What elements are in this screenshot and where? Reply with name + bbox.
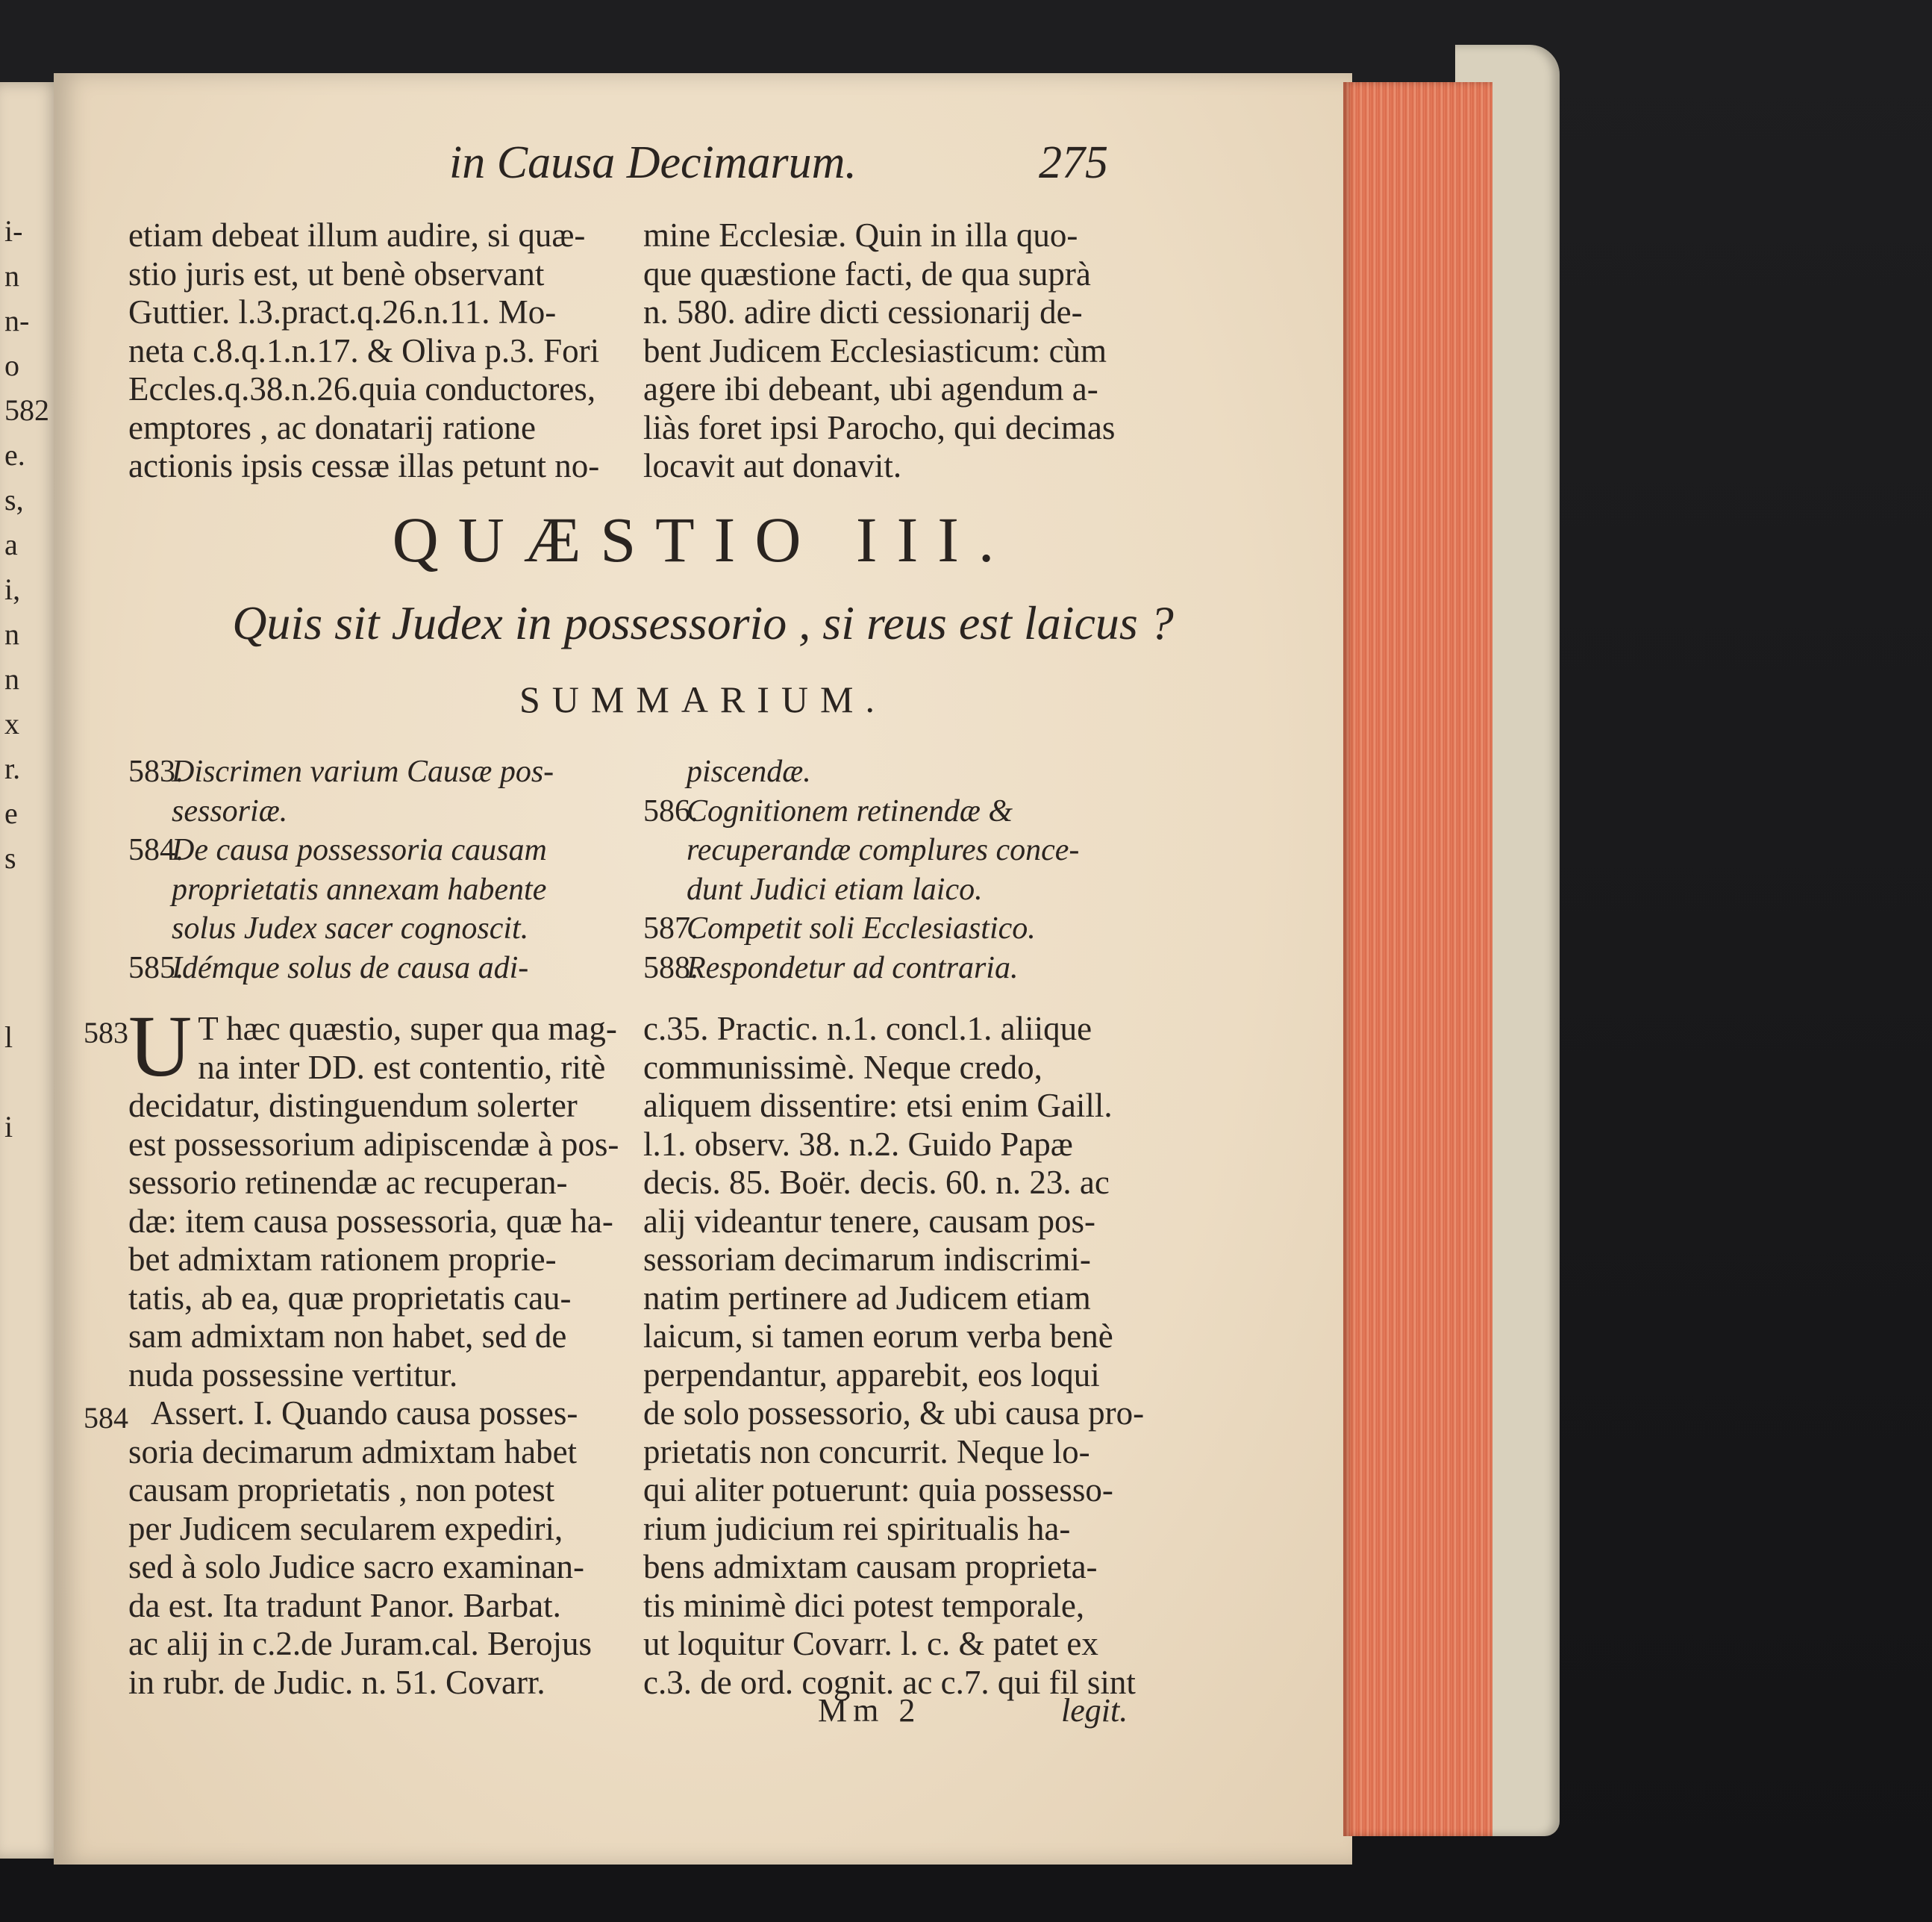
- summary-number: 587.: [643, 911, 698, 946]
- summary-text: proprietatis annexam habente: [172, 872, 547, 907]
- left-margin-fragment: n-: [4, 304, 30, 337]
- summarium-heading: SUMMARIUM.: [519, 678, 887, 720]
- summary-text: Competit soli Ecclesiastico.: [687, 911, 1036, 946]
- text-line: agere ibi debeant, ubi agendum a-: [643, 370, 1098, 408]
- summary-number: 585.: [128, 950, 184, 985]
- summary-text: solus Judex sacer cognoscit.: [172, 911, 529, 946]
- body-left-column: [128, 997, 651, 1702]
- summary-text: dunt Judici etiam laico.: [687, 872, 983, 907]
- left-page-fragment: [0, 82, 60, 1859]
- text-line: sam admixtam non habet, sed de: [128, 1317, 567, 1355]
- text-line: rium judicium rei spiritualis ha-: [643, 1509, 1071, 1547]
- text-line: locavit aut donavit.: [643, 447, 902, 484]
- text-line: nuda possessine vertitur.: [128, 1355, 458, 1394]
- text-line: qui aliter potuerunt: quia possesso-: [643, 1471, 1113, 1508]
- text-line: mine Ecclesiæ. Quin in illa quo-: [643, 216, 1078, 254]
- summary-item: [643, 792, 1128, 910]
- summary-text: Cognitionem retinendæ &: [687, 793, 1013, 829]
- text-line: c.3. de ord. cognit. ac c.7. qui fil sint: [643, 1663, 1136, 1701]
- left-margin-fragment: a: [4, 528, 18, 561]
- summary-number: 588.: [643, 950, 698, 985]
- text-line: in rubr. de Judic. n. 51. Covarr.: [128, 1663, 545, 1701]
- running-head: in Causa Decimarum.: [449, 137, 857, 188]
- body-right-column: [643, 1010, 1166, 1702]
- text-line: laicum, si tamen eorum verba benè: [643, 1317, 1113, 1355]
- text-line: que quæstione facti, de qua suprà: [643, 255, 1091, 293]
- left-margin-fragment: i-: [4, 214, 23, 248]
- left-margin-fragment: x: [4, 707, 19, 740]
- text-line: n. 580. adire dicti cessionarij de-: [643, 293, 1083, 331]
- left-margin-fragment: [4, 970, 57, 1015]
- text-line: neta c.8.q.1.n.17. & Oliva p.3. Fori: [128, 331, 600, 369]
- text-line: l.1. observ. 38. n.2. Guido Papæ: [643, 1125, 1073, 1163]
- text-line: liàs foret ipsi Parocho, qui decimas: [643, 408, 1116, 446]
- top-right-column: [643, 216, 1166, 486]
- summary-item: [643, 909, 1128, 949]
- left-margin-fragment: [4, 1060, 57, 1105]
- catchword: legit.: [1061, 1692, 1128, 1729]
- text-line: est possessorium adipiscendæ à pos-: [128, 1125, 619, 1163]
- text-line: sed à solo Judice sacro examinan-: [128, 1548, 585, 1585]
- top-left-column: [128, 216, 651, 486]
- summary-number: 586.: [643, 793, 698, 829]
- text-line: etiam debeat illum audire, si quæ-: [128, 216, 586, 254]
- text-line: c.35. Practic. n.1. concl.1. aliique: [643, 1010, 1092, 1047]
- left-margin-fragment: s,: [4, 483, 24, 517]
- left-margin-fragment: l: [4, 1020, 13, 1054]
- text-line: decidatur, distinguendum solerter: [128, 1087, 578, 1124]
- text-line: alij videantur tenere, causam pos-: [643, 1202, 1096, 1240]
- text-line: emptores , ac donatarij ratione: [128, 408, 537, 446]
- text-line: sessorio retinendæ ac recuperan-: [128, 1164, 568, 1201]
- left-margin-fragment: o 582: [4, 349, 49, 427]
- left-margin-fragment: e.: [4, 438, 25, 472]
- left-margin-fragment: e: [4, 796, 18, 830]
- book-page: [54, 73, 1352, 1865]
- left-margin-fragment: n: [4, 259, 19, 293]
- summary-item: [128, 752, 613, 831]
- text-line: dæ: item causa possessoria, quæ ha-: [128, 1202, 613, 1240]
- margin-number-584: 584: [84, 1401, 128, 1435]
- text-line: ac alij in c.2.de Juram.cal. Berojus: [128, 1625, 593, 1662]
- text-line: da est. Ita tradunt Panor. Barbat.: [128, 1586, 561, 1624]
- text-line: communissimè. Neque credo,: [643, 1048, 1042, 1086]
- page-number: 275: [1039, 137, 1108, 188]
- summary-number: 583.: [128, 755, 184, 789]
- summary-item: [643, 752, 1128, 792]
- left-page-margin-text: [4, 209, 57, 1149]
- text-line: bens admixtam causam proprieta-: [643, 1548, 1098, 1585]
- summary-right-column: [643, 752, 1128, 987]
- question-title: QUÆSTIO III.: [392, 504, 1014, 575]
- summary-text: sessoriæ.: [172, 793, 288, 829]
- text-line: Assert. I. Quando causa posses-: [151, 1394, 578, 1432]
- summary-text: recuperandæ complures conce-: [687, 833, 1080, 867]
- summary-text: Respondetur ad contraria.: [687, 950, 1019, 985]
- text-line: natim pertinere ad Judicem etiam: [643, 1279, 1091, 1317]
- text-line: na inter DD. est contentio, ritè: [198, 1048, 606, 1086]
- drop-cap: U: [128, 997, 193, 1095]
- text-line: actionis ipsis cessæ illas petunt no-: [128, 447, 600, 484]
- text-line: stio juris est, ut benè observant: [128, 255, 545, 293]
- text-line: per Judicem secularem expediri,: [128, 1509, 563, 1547]
- text-line: perpendantur, apparebit, eos loqui: [643, 1355, 1100, 1394]
- summary-text: piscendæ.: [687, 755, 811, 789]
- left-margin-fragment: [4, 926, 57, 970]
- text-line: sessoriam decimarum indiscrimi-: [643, 1241, 1091, 1278]
- left-margin-fragment: i: [4, 1110, 13, 1143]
- text-line: soria decimarum admixtam habet: [128, 1432, 578, 1470]
- left-margin-fragment: n: [4, 662, 19, 696]
- summary-number: 584.: [128, 833, 184, 867]
- summary-item: [128, 949, 613, 988]
- left-margin-fragment: i,: [4, 572, 21, 606]
- text-line: T hæc quæstio, super qua mag-: [198, 1010, 617, 1047]
- question-subtitle: Quis sit Judex in possessorio , si reus est laicus ?: [232, 596, 1174, 649]
- text-line: prietatis non concurrit. Neque lo-: [643, 1432, 1090, 1470]
- text-line: tatis, ab ea, quæ proprietatis cau-: [128, 1279, 572, 1317]
- text-line: aliquem dissentire: etsi enim Gaill.: [643, 1087, 1113, 1124]
- left-margin-fragment: [4, 881, 57, 926]
- text-line: bet admixtam rationem proprie-: [128, 1241, 557, 1278]
- page-block-edge: [1343, 82, 1492, 1836]
- left-margin-fragment: n: [4, 617, 19, 651]
- summary-item: [643, 949, 1128, 988]
- summary-text: Idémque solus de causa adi-: [172, 950, 529, 985]
- text-line: Guttier. l.3.pract.q.26.n.11. Mo-: [128, 293, 557, 331]
- text-line: de solo possessorio, & ubi causa pro-: [643, 1394, 1145, 1432]
- text-line: ut loquitur Covarr. l. c. & patet ex: [643, 1625, 1098, 1662]
- text-line: bent Judicem Ecclesiasticum: cùm: [643, 331, 1107, 369]
- summary-item: [128, 831, 613, 949]
- text-line: causam proprietatis , non potest: [128, 1471, 555, 1508]
- left-margin-fragment: r.: [4, 752, 21, 785]
- text-line: decis. 85. Boër. decis. 60. n. 23. ac: [643, 1164, 1110, 1201]
- summary-left-column: [128, 752, 613, 987]
- left-margin-fragment: s: [4, 841, 16, 875]
- signature-mark: Mm 2: [818, 1692, 922, 1729]
- summary-text: Discrimen varium Causæ pos-: [172, 755, 554, 789]
- text-line: Eccles.q.38.n.26.quia conductores,: [128, 370, 596, 408]
- margin-number-583: 583: [84, 1016, 128, 1049]
- summary-text: De causa possessoria causam: [172, 833, 547, 867]
- text-line: tis minimè dici potest temporale,: [643, 1586, 1085, 1624]
